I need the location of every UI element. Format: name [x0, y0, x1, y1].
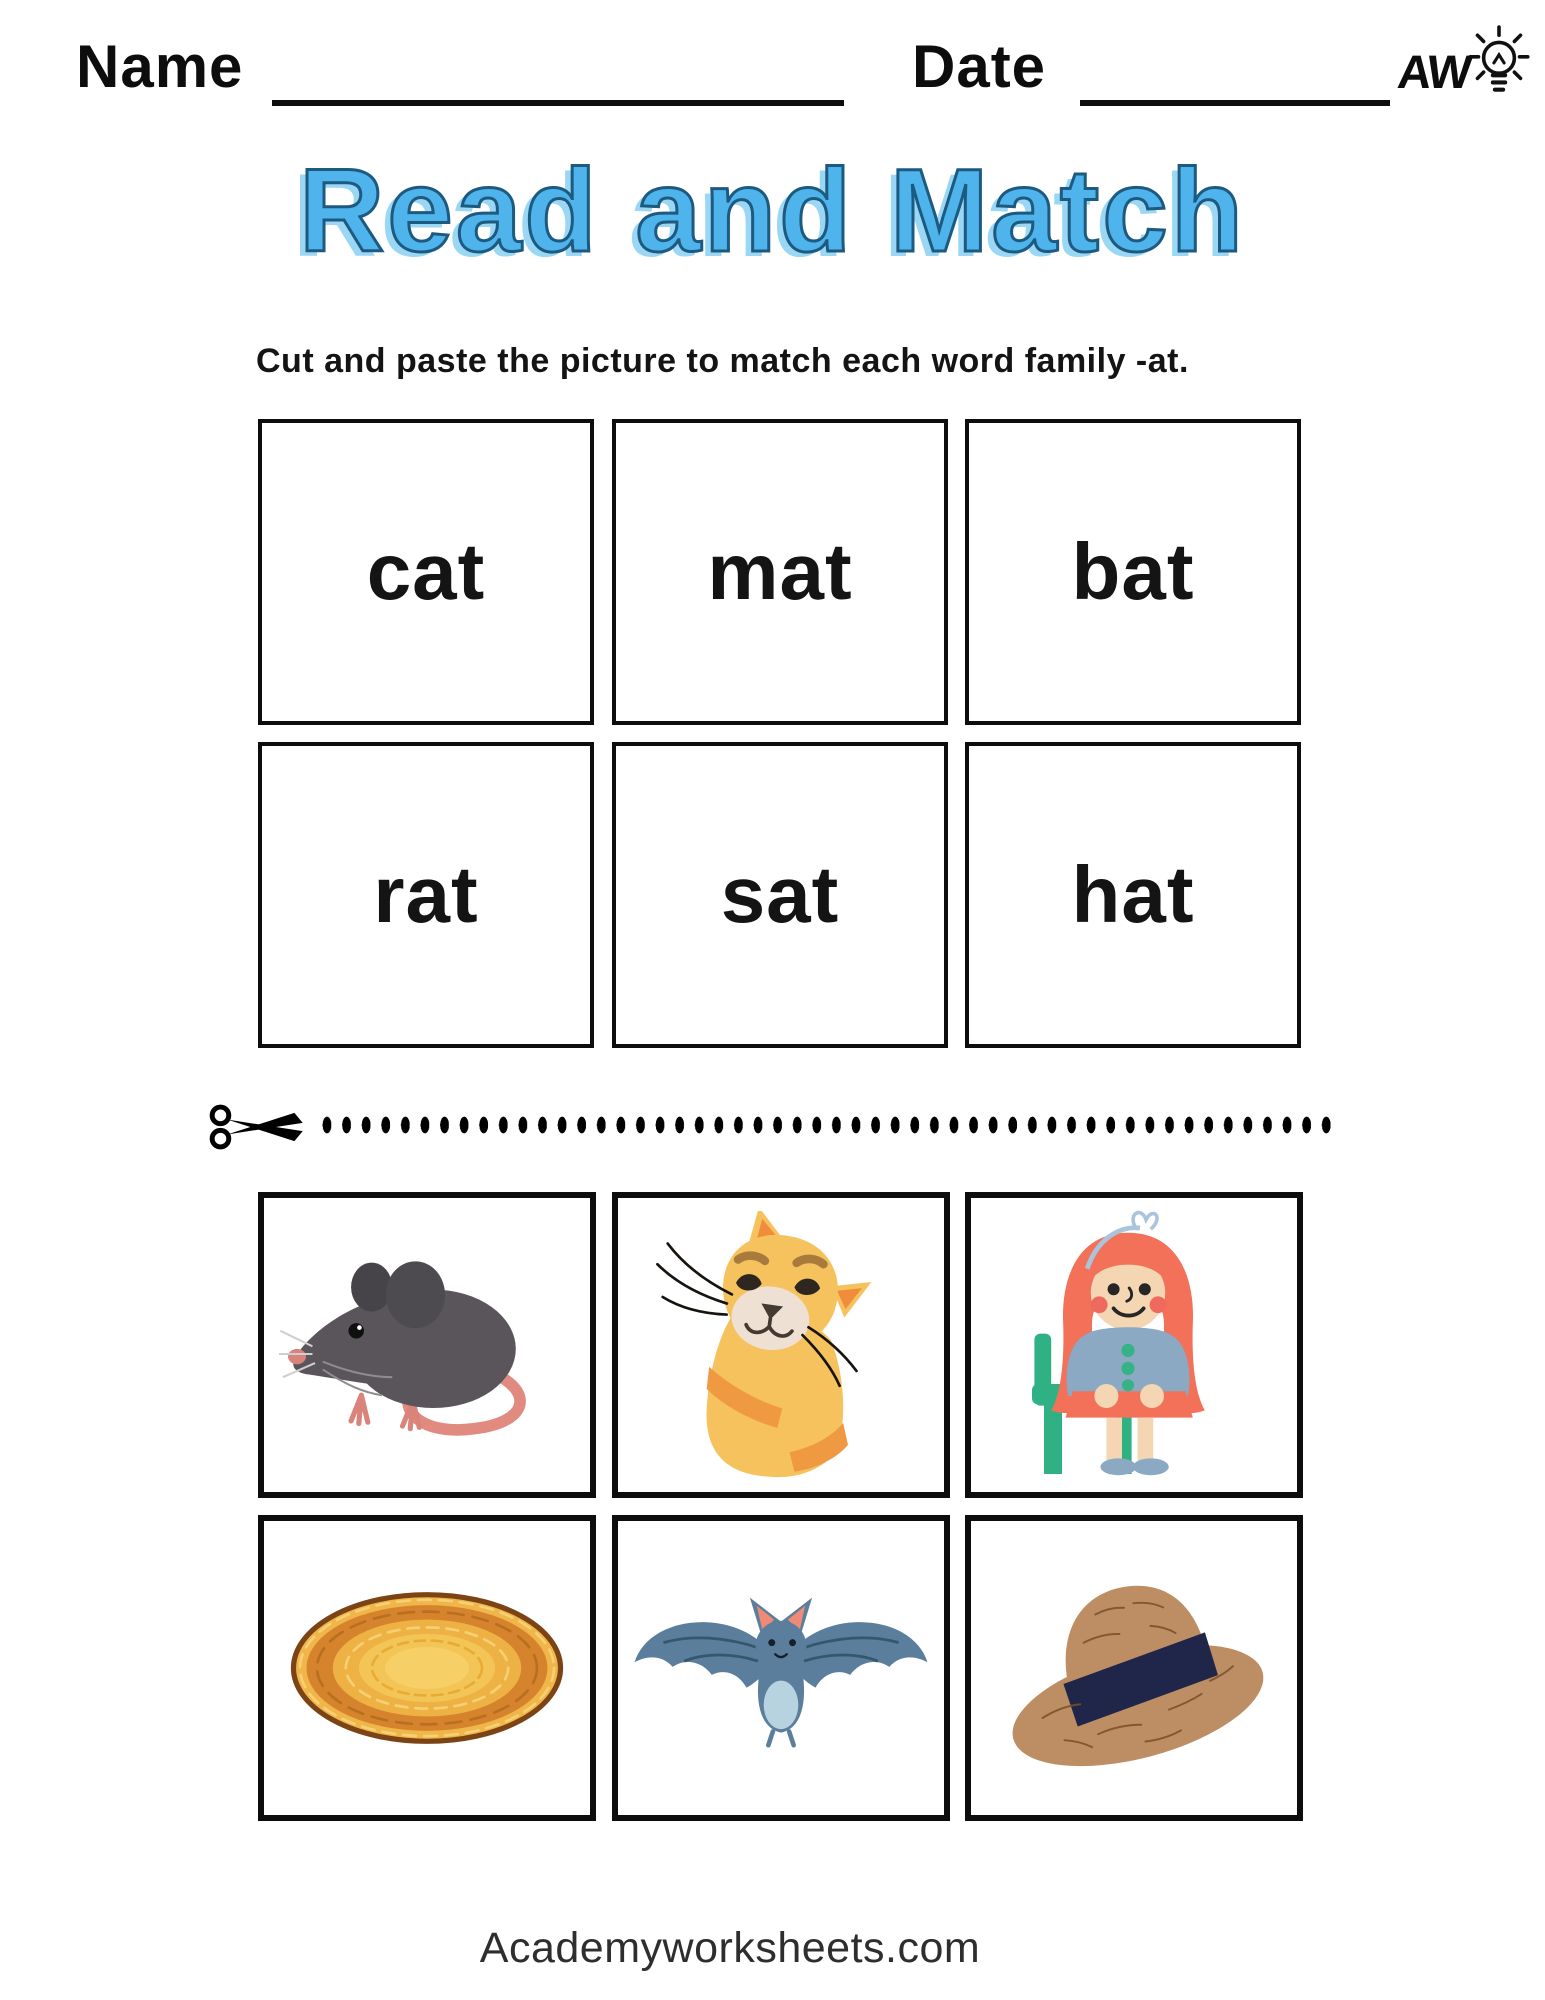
aw-logo — [1395, 45, 1532, 104]
footer-site-text: Academyworksheets.com — [479, 1924, 981, 1972]
word-label: cat — [366, 527, 486, 616]
picture-card-mat — [258, 1515, 596, 1821]
cut-dotted-line — [318, 1116, 1338, 1134]
picture-card-bat — [612, 1515, 950, 1821]
mat-image — [283, 1576, 571, 1760]
word-card-mat — [612, 419, 948, 725]
bat-image — [631, 1570, 931, 1766]
date-blank-line — [1080, 100, 1390, 106]
cat-image — [647, 1211, 915, 1479]
word-card-rat — [258, 742, 594, 1048]
word-label: rat — [373, 850, 479, 939]
picture-card-hat — [965, 1515, 1303, 1821]
word-card-sat — [612, 742, 948, 1048]
rat-image — [279, 1233, 575, 1457]
picture-card-sat — [965, 1192, 1303, 1498]
picture-card-cat — [612, 1192, 950, 1498]
date-label: Date — [912, 33, 1047, 100]
lightbulb-icon — [1466, 24, 1532, 104]
instruction-text: Cut and paste the picture to match each word family -at. — [256, 342, 1189, 380]
picture-card-rat — [258, 1192, 596, 1498]
word-card-bat — [965, 419, 1301, 725]
name-blank-line — [272, 100, 844, 106]
aw-logo-text: AW — [1395, 45, 1473, 98]
hat-image — [994, 1552, 1274, 1784]
word-card-cat — [258, 419, 594, 725]
word-label: mat — [707, 527, 853, 616]
page-title: Read and Match — [299, 145, 1246, 277]
name-label: Name — [76, 33, 244, 100]
sitting-girl-image — [1008, 1204, 1260, 1486]
word-label: bat — [1071, 527, 1195, 616]
scissors-icon — [208, 1092, 316, 1162]
word-label: hat — [1071, 850, 1195, 939]
word-label: sat — [720, 850, 840, 939]
word-card-hat — [965, 742, 1301, 1048]
